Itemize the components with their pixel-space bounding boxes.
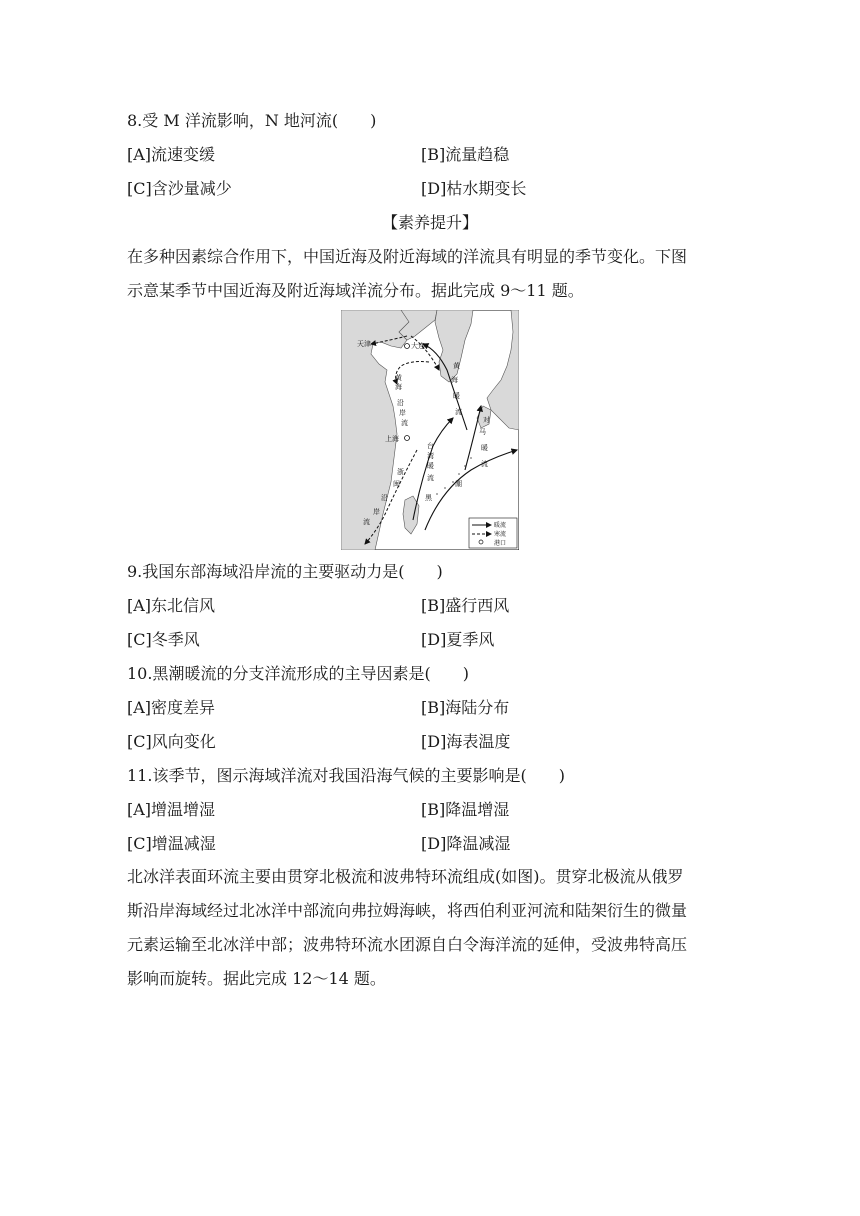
label-huanghai-warm-0: 黄: [453, 362, 460, 370]
q10-stem: 10.黑潮暖流的分支洋流形成的主导因素是( ): [127, 664, 469, 683]
intro-1-line-1: 在多种因素综合作用下，中国近海及附近海域的洋流具有明显的季节变化。下图: [127, 247, 688, 266]
label-huanghai-coastal-2: 沿: [397, 399, 404, 407]
label-huanghai-warm-3: 流: [455, 408, 462, 416]
label-tianjin: 天津: [357, 340, 371, 348]
label-kuroshio-1: 潮: [455, 480, 462, 488]
section-title: 【素养提升】: [381, 213, 478, 232]
q8-option-c: [C]含沙量减少: [127, 179, 232, 198]
label-huanghai-coastal-1: 海: [395, 383, 402, 391]
q11-stem: 11.该季节，图示海域洋流对我国沿海气候的主要影响是( ): [127, 766, 565, 785]
legend-port-symbol: [479, 540, 483, 544]
q8-option-d: [D]枯水期变长: [421, 179, 527, 198]
map-legend: [469, 518, 517, 548]
ocean-current-map: [341, 310, 519, 550]
label-taiwan-warm-1: 湾: [427, 452, 434, 460]
label-tsushima-warm-3: 流: [481, 460, 488, 468]
port-dalian-marker: [405, 344, 410, 349]
intro-paragraph-1: [127, 240, 737, 308]
label-taiwan-warm-3: 流: [427, 474, 434, 482]
intro-1-line-2: 示意某季节中国近海及附近海域洋流分布。据此完成 9～11 题。: [127, 281, 584, 300]
q10-option-a: [A]密度差异: [127, 698, 216, 717]
q11-option-b: [B]降温增湿: [421, 800, 510, 819]
q8-stem: 8.受 M 洋流影响，N 地河流( ): [127, 111, 377, 130]
intro-2-line-4: 影响而旋转。据此完成 12～14 题。: [127, 969, 386, 988]
intro-paragraph-2: [127, 860, 737, 996]
label-huanghai-coastal-4: 流: [401, 419, 408, 427]
q10-option-b: [B]海陆分布: [421, 698, 510, 717]
intro-2-line-1: 北冰洋表面环流主要由贯穿北极流和波弗特环流组成(如图)。贯穿北极流从俄罗: [127, 867, 684, 886]
label-zhemin-coastal-3: 岸: [373, 508, 380, 516]
q9-stem: 9.我国东部海域沿岸流的主要驱动力是( ): [127, 562, 443, 581]
label-zhemin-coastal-4: 流: [363, 518, 370, 526]
q9-option-d: [D]夏季风: [421, 630, 495, 649]
label-huanghai-warm-1: 海: [451, 376, 458, 384]
q9-option-b: [B]盛行西风: [421, 596, 510, 615]
label-zhemin-coastal-1: 闽: [393, 480, 400, 488]
label-zhemin-coastal-0: 浙: [397, 468, 404, 476]
q11-option-d: [D]降温减湿: [421, 834, 511, 853]
legend-port-label: 港口: [494, 540, 507, 547]
q9-option-c: [C]冬季风: [127, 630, 200, 649]
legend-warm-label: 暖流: [494, 522, 507, 529]
q9-option-a: [A]东北信风: [127, 596, 216, 615]
q10-option-d: [D]海表温度: [421, 732, 511, 751]
label-shanghai: 上海: [385, 435, 399, 443]
label-tsushima-warm-1: 马: [479, 428, 486, 436]
intro-2-line-2: 斯沿岸海域经过北冰洋中部流向弗拉姆海峡，将西伯利亚河流和陆架衍生的微量: [127, 901, 688, 920]
label-tsushima-warm-0: 对: [483, 416, 490, 424]
label-huanghai-warm-2: 暖: [453, 392, 460, 400]
legend-cold-label: 寒流: [494, 531, 507, 538]
q11-option-c: [C]增温减湿: [127, 834, 216, 853]
q8-option-a: [A]流速变缓: [127, 145, 216, 164]
label-taiwan-warm-2: 暖: [427, 462, 434, 470]
q10-option-c: [C]风向变化: [127, 732, 216, 751]
label-huanghai-coastal-0: 黄: [395, 374, 402, 382]
q8-option-b: [B]流量趋稳: [421, 145, 510, 164]
port-shanghai-marker: [405, 436, 410, 441]
label-zhemin-coastal-2: 沿: [381, 494, 388, 502]
label-taiwan-warm-0: 台: [427, 442, 434, 450]
intro-2-line-3: 元素运输至北冰洋中部；波弗特环流水团源自白令海洋流的延伸，受波弗特高压: [127, 935, 688, 954]
label-kuroshio-0: 黑: [425, 494, 432, 502]
label-huanghai-coastal-3: 岸: [399, 409, 406, 417]
q11-option-a: [A]增温增湿: [127, 800, 216, 819]
label-dalian: 大连: [411, 342, 425, 350]
label-tsushima-warm-2: 暖: [481, 444, 488, 452]
